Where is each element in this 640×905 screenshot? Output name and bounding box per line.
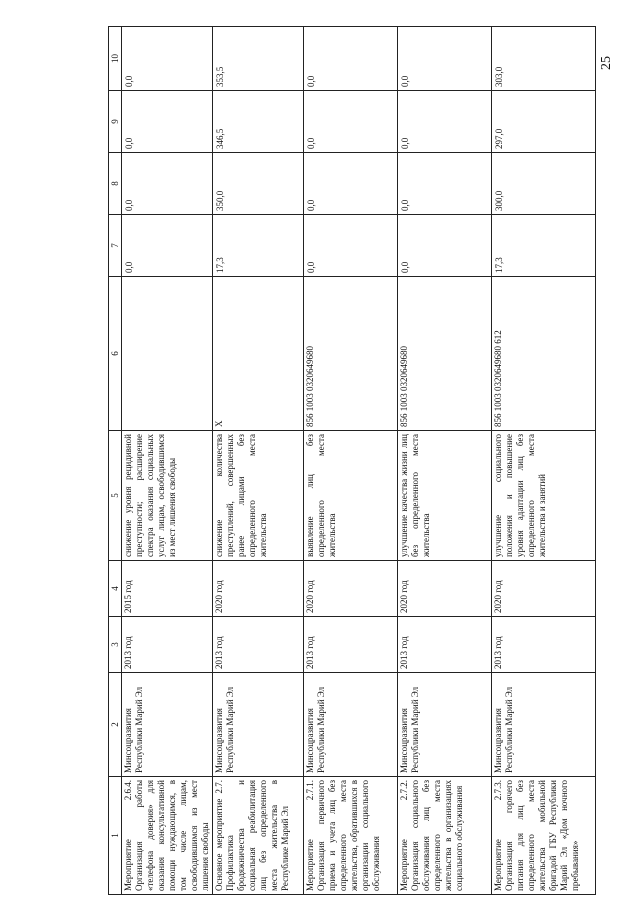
col-header-7: 7 [109,215,122,277]
value-col-7: 0,0 [398,215,492,277]
value-col-10: 0,0 [304,27,398,91]
start-year: 2013 год [122,617,213,673]
col-header-2: 2 [109,673,122,777]
col-header-1: 1 [109,777,122,895]
col-header-5: 5 [109,431,122,561]
value-col-9: 0,0 [398,91,492,153]
value-col-10: 0,0 [122,27,213,91]
value-col-8: 350,0 [213,153,304,215]
measures-table [108,26,596,895]
measure-name: Мероприятие 2.6.4. Организация работы «телефона доверия» для оказания консультативной помощи нуждающимся, в том числе лицам, освободившимся из мест лишения свободы [122,777,213,895]
value-col-8: 0,0 [398,153,492,215]
end-year: 2020 год [398,561,492,617]
col-header-6: 6 [109,277,122,431]
start-year: 2013 год [398,617,492,673]
start-year: 2013 год [213,617,304,673]
value-col-9: 297,0 [492,91,596,153]
value-col-10: 353,5 [213,27,304,91]
header-row [109,27,122,895]
col-header-3: 3 [109,617,122,673]
col-header-8: 8 [109,153,122,215]
value-col-10: 0,0 [398,27,492,91]
value-col-8: 0,0 [122,153,213,215]
budget-code: 856 1003 0320649680 [304,277,398,431]
measure-name: Мероприятие 2.7.3. Организация горячего питания для лиц без определенного места жительства мобильной бригадой ГБУ Республики Марий Эл «Дом ночного пребывания» [492,777,596,895]
rotated-table-container [108,27,603,895]
measure-name: Мероприятие 2.7.2. Организация социального обслуживания лиц без определенного места жительства в организациях социального обслуживания [398,777,492,895]
value-col-8: 0,0 [304,153,398,215]
expected-result: выявление лиц без определенного места жительства [304,431,398,561]
table-row [122,27,213,895]
table-row [304,27,398,895]
value-col-9: 0,0 [122,91,213,153]
value-col-7: 0,0 [122,215,213,277]
end-year: 2020 год [492,561,596,617]
value-col-7: 0,0 [304,215,398,277]
budget-code: 856 1003 0320649680 [398,277,492,431]
measure-name: Мероприятие 2.7.1. Организация первичного приема и учета лиц без определенного места жительства, обратившихся в организации социального обслуживания [304,777,398,895]
table-row [492,27,596,895]
col-header-9: 9 [109,91,122,153]
value-col-8: 300,0 [492,153,596,215]
table-row [213,27,304,895]
page-number: 25 [599,56,614,70]
executor: Минсоцразвития Республики Марий Эл [213,673,304,777]
col-header-4: 4 [109,561,122,617]
end-year: 2020 год [213,561,304,617]
executor: Минсоцразвития Республики Марий Эл [398,673,492,777]
budget-code: Х [213,277,304,431]
col-header-10: 10 [109,27,122,91]
executor: Минсоцразвития Республики Марий Эл [122,673,213,777]
expected-result: снижение уровня рецидивной преступности; расширение спектра оказания социальных услуг лицам, освободившимся из мест лишения свободы [122,431,213,561]
expected-result: улучшение социального положения и повышение уровня адаптации лиц без определенного места жительства и занятий [492,431,596,561]
executor: Минсоцразвития Республики Марий Эл [492,673,596,777]
end-year: 2020 год [304,561,398,617]
table-row [398,27,492,895]
budget-code [122,277,213,431]
value-col-9: 0,0 [304,91,398,153]
end-year: 2015 год [122,561,213,617]
budget-code: 856 1003 0320649680 612 [492,277,596,431]
start-year: 2013 год [304,617,398,673]
expected-result: улучшение качества жизни лиц без определенного места жительства [398,431,492,561]
expected-result: снижение количества преступлений, совершенных ранее лицами без определенного места жительства [213,431,304,561]
measure-name: Основное мероприятие 2.7. Профилактика бродяжничества и социальная реабилитация лиц без определенного места жительства в Республике Марий Эл [213,777,304,895]
value-col-7: 17,3 [492,215,596,277]
value-col-7: 17,3 [213,215,304,277]
value-col-10: 303,0 [492,27,596,91]
value-col-9: 346,5 [213,91,304,153]
executor: Минсоцразвития Республики Марий Эл [304,673,398,777]
start-year: 2013 год [492,617,596,673]
